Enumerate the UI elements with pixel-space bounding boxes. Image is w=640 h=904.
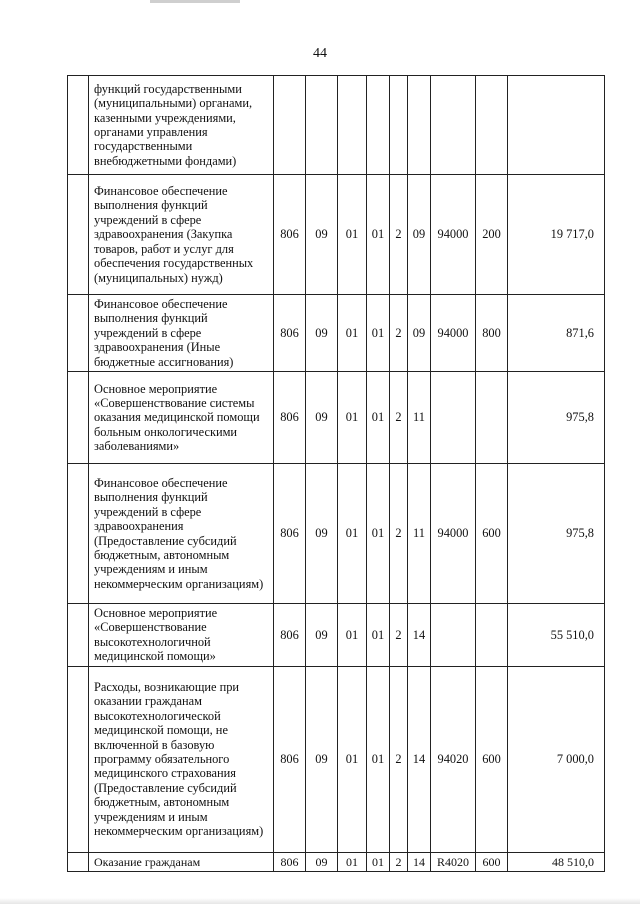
item-name-cell: Финансовое обеспечение выполнения функций учреждений в сфере здравоохранения (Иные бюджетные ассигнования) xyxy=(89,295,274,372)
subsection-cell xyxy=(338,76,367,175)
program-cell: 01 xyxy=(367,666,390,852)
event-cell: 09 xyxy=(408,175,431,295)
direction-code-cell xyxy=(431,76,476,175)
grbs-cell: 806 xyxy=(274,464,306,604)
subprogram-cell: 2 xyxy=(390,604,408,667)
grbs-cell: 806 xyxy=(274,295,306,372)
table-row xyxy=(68,852,605,871)
page-number: 44 xyxy=(313,46,327,61)
row-number-cell xyxy=(68,464,89,604)
item-name-cell: Финансовое обеспечение выполнения функций учреждений в сфере здравоохранения (Закупка товаров, работ и услуг для обеспечения государственных (муниципальных) нужд) xyxy=(89,175,274,295)
subprogram-cell: 2 xyxy=(390,852,408,871)
table-row xyxy=(68,604,605,667)
row-number-cell xyxy=(68,852,89,871)
expense-type-cell: 800 xyxy=(476,295,508,372)
expense-type-cell: 600 xyxy=(476,852,508,871)
direction-code-cell: 94000 xyxy=(431,464,476,604)
expense-type-cell xyxy=(476,76,508,175)
expense-type-cell xyxy=(476,604,508,667)
amount-cell: 975,8 xyxy=(508,464,605,604)
item-name-cell: функций государственными (муниципальными) органами, казенными учреждениями, органами управления государственными внебюджетными фондами) xyxy=(89,76,274,175)
grbs-cell: 806 xyxy=(274,604,306,667)
scan-artifact-bottom xyxy=(0,898,640,904)
item-name-cell: Расходы, возникающие при оказании гражданам высокотехнологической медицинской помощи, не включенной в базовую программу обязательного медицинского страхования (Предоставление субсидий бюджетным, автономным учреждениям и иным некоммерческим организациям) xyxy=(89,666,274,852)
row-number-cell xyxy=(68,295,89,372)
section-cell: 09 xyxy=(306,175,338,295)
table-row xyxy=(68,464,605,604)
item-name-cell: Основное мероприятие «Совершенствование системы оказания медицинской помощи больным онкологическими заболеваниями» xyxy=(89,372,274,464)
event-cell: 09 xyxy=(408,295,431,372)
amount-cell: 48 510,0 xyxy=(508,852,605,871)
table-row xyxy=(68,295,605,372)
section-cell: 09 xyxy=(306,372,338,464)
subsection-cell: 01 xyxy=(338,175,367,295)
subprogram-cell: 2 xyxy=(390,464,408,604)
subprogram-cell: 2 xyxy=(390,372,408,464)
table-body xyxy=(68,76,605,872)
grbs-cell: 806 xyxy=(274,666,306,852)
subsection-cell: 01 xyxy=(338,604,367,667)
item-name-cell: Финансовое обеспечение выполнения функций учреждений в сфере здравоохранения (Предоставление субсидий бюджетным, автономным учреждениям и иным некоммерческим организациям) xyxy=(89,464,274,604)
event-cell: 11 xyxy=(408,464,431,604)
subprogram-cell: 2 xyxy=(390,666,408,852)
subsection-cell: 01 xyxy=(338,464,367,604)
section-cell xyxy=(306,76,338,175)
amount-cell: 7 000,0 xyxy=(508,666,605,852)
amount-cell: 871,6 xyxy=(508,295,605,372)
row-number-cell xyxy=(68,604,89,667)
grbs-cell: 806 xyxy=(274,372,306,464)
amount-cell: 975,8 xyxy=(508,372,605,464)
row-number-cell xyxy=(68,175,89,295)
scan-artifact xyxy=(150,0,240,3)
direction-code-cell: 94000 xyxy=(431,175,476,295)
expense-type-cell xyxy=(476,372,508,464)
grbs-cell: 806 xyxy=(274,175,306,295)
expense-type-cell: 200 xyxy=(476,175,508,295)
section-cell: 09 xyxy=(306,464,338,604)
section-cell: 09 xyxy=(306,295,338,372)
row-number-cell xyxy=(68,372,89,464)
program-cell: 01 xyxy=(367,464,390,604)
program-cell xyxy=(367,76,390,175)
section-cell: 09 xyxy=(306,604,338,667)
row-number-cell xyxy=(68,666,89,852)
subprogram-cell: 2 xyxy=(390,295,408,372)
subsection-cell: 01 xyxy=(338,852,367,871)
subprogram-cell xyxy=(390,76,408,175)
direction-code-cell: 94000 xyxy=(431,295,476,372)
subsection-cell: 01 xyxy=(338,295,367,372)
event-cell: 11 xyxy=(408,372,431,464)
direction-code-cell: 94020 xyxy=(431,666,476,852)
program-cell: 01 xyxy=(367,295,390,372)
grbs-cell: 806 xyxy=(274,852,306,871)
amount-cell xyxy=(508,76,605,175)
program-cell: 01 xyxy=(367,175,390,295)
direction-code-cell: R4020 xyxy=(431,852,476,871)
table-row xyxy=(68,372,605,464)
table-row xyxy=(68,76,605,175)
section-cell: 09 xyxy=(306,852,338,871)
program-cell: 01 xyxy=(367,604,390,667)
table-row xyxy=(68,175,605,295)
section-cell: 09 xyxy=(306,666,338,852)
event-cell: 14 xyxy=(408,852,431,871)
event-cell xyxy=(408,76,431,175)
program-cell: 01 xyxy=(367,852,390,871)
item-name-cell: Оказание гражданам xyxy=(89,852,274,871)
program-cell: 01 xyxy=(367,372,390,464)
row-number-cell xyxy=(68,76,89,175)
grbs-cell xyxy=(274,76,306,175)
amount-cell: 55 510,0 xyxy=(508,604,605,667)
expense-type-cell: 600 xyxy=(476,666,508,852)
expense-type-cell: 600 xyxy=(476,464,508,604)
table-row xyxy=(68,666,605,852)
subprogram-cell: 2 xyxy=(390,175,408,295)
amount-cell: 19 717,0 xyxy=(508,175,605,295)
direction-code-cell xyxy=(431,604,476,667)
direction-code-cell xyxy=(431,372,476,464)
event-cell: 14 xyxy=(408,604,431,667)
budget-table xyxy=(67,75,605,872)
event-cell: 14 xyxy=(408,666,431,852)
subsection-cell: 01 xyxy=(338,666,367,852)
subsection-cell: 01 xyxy=(338,372,367,464)
item-name-cell: Основное мероприятие «Совершенствование высокотехнологичной медицинской помощи» xyxy=(89,604,274,667)
